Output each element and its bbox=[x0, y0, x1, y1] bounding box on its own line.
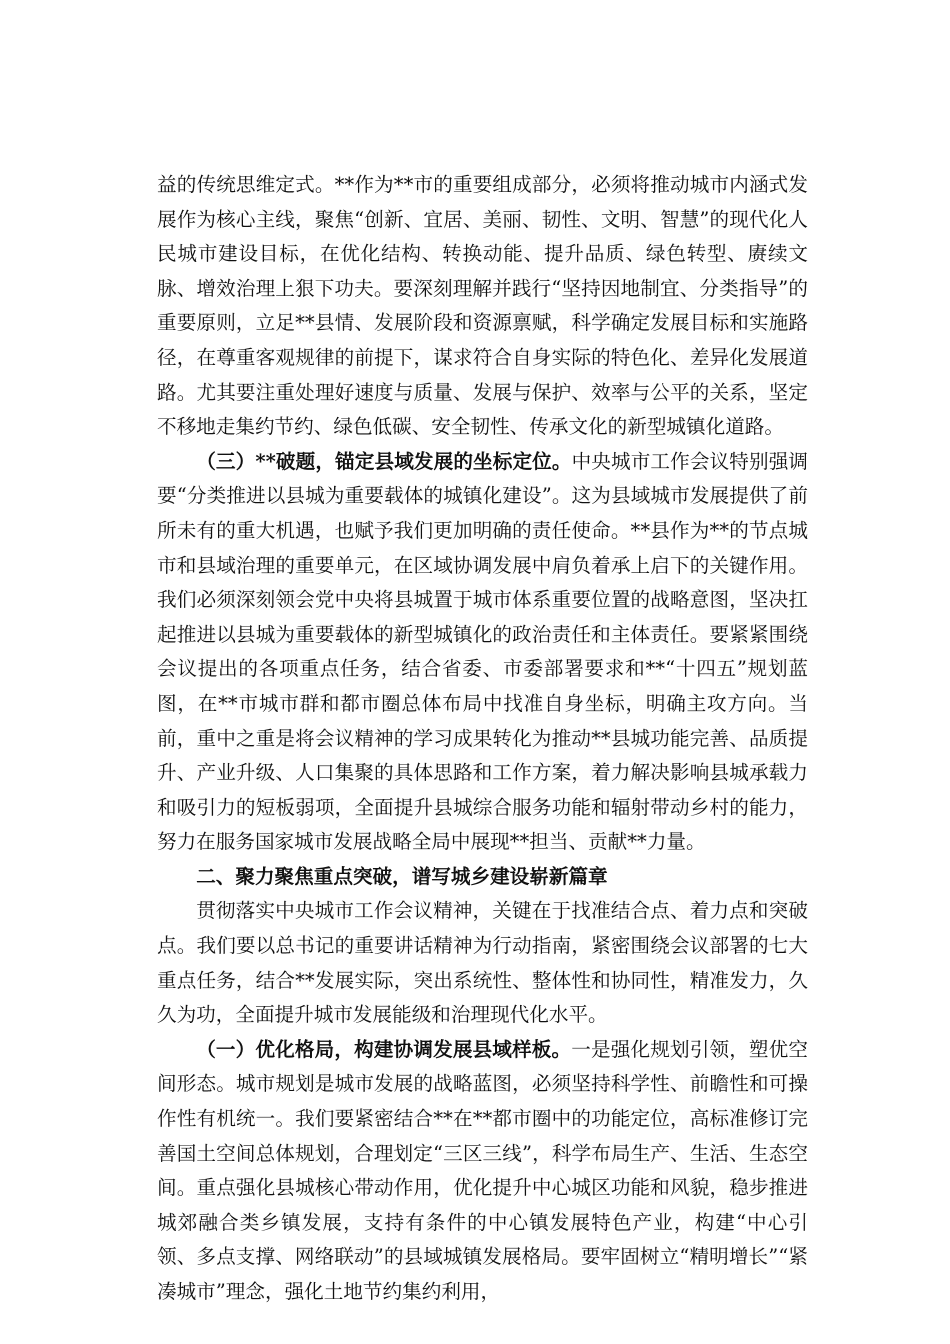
paragraph-section-intro: 贯彻落实中央城市工作会议精神，关键在于找准结合点、着力点和突破点。我们要以总书记的重要讲话精神为行动指南，紧密围绕会议部署的七大重点任务，结合**发展实际，突出系统性、整体性和协同性，精准发力，久久为功，全面提升城市发展能级和治理现代化水平。 bbox=[157, 899, 808, 1027]
paragraph-text: 中央城市工作会议特别强调要“分类推进以县城为重要载体的城镇化建设”。这为县域城市发展提供了前所未有的重大机遇，也赋予我们更加明确的责任使命。**县作为**的节点城市和县域治理的重要单元，在区域协调发展中肩负着承上启下的关键作用。我们必须深刻领会党中央将县城置于城市体系重要位置的战略意图，坚决扛起推进以县城为重要载体的新型城镇化的政治责任和主体责任。要紧紧围绕会议提出的各项重点任务，结合省委、市委部署要求和**“十四五”规划蓝图，在**市城市群和都市圈总体布局中找准自身坐标，明确主攻方向。当前，重中之重是将会议精神的学习成果转化为推动**县城功能完善、品质提升、产业升级、人口集聚的具体思路和工作方案，着力解决影响县城承载力和吸引力的短板弱项，全面提升县城综合服务功能和辐射带动乡村的能力，努力在服务国家城市发展战略全局中展现**担当、贡献**力量。 bbox=[157, 449, 809, 854]
paragraph-text: 一是强化规划引领，塑优空间形态。城市规划是城市发展的战略蓝图，必须坚持科学性、前瞻性和可操作性有机统一。我们要紧密结合**在**都市圈中的功能定位，高标准修订完善国土空间总体规划，合理划定“三区三线”，科学布局生产、生活、生态空间。重点强化县城核心带动作用，优化提升中心城区功能和风貌，稳步推进城郊融合类乡镇发展，支持有条件的中心镇发展特色产业，构建“中心引领、多点支撑、网络联动”的县域城镇发展格局。要牢固树立“精明增长”“紧凑城市”理念，强化土地节约集约利用， bbox=[157, 1037, 809, 1303]
paragraph-lead-bold: （三）**破题，锚定县域发展的坐标定位。 bbox=[196, 449, 572, 473]
paragraph-section-three bbox=[157, 445, 808, 860]
paragraph-lead-bold: （一）优化格局，构建协调发展县域样板。 bbox=[196, 1037, 572, 1061]
paragraph-continuation: 益的传统思维定式。**作为**市的重要组成部分，必须将推动城市内涵式发展作为核心主线，聚焦“创新、宜居、美丽、韧性、文明、智慧”的现代化人民城市建设目标，在优化结构、转换动能、提升品质、绿色转型、赓续文脉、增效治理上狠下功夫。要深刻理解并践行“坚持因地制宜、分类指导”的重要原则，立足**县情、发展阶段和资源禀赋，科学确定发展目标和实施路径，在尊重客观规律的前提下，谋求符合自身实际的特色化、差异化发展道路。尤其要注重处理好速度与质量、发展与保护、效率与公平的关系，坚定不移地走集约节约、绿色低碳、安全韧性、传承文化的新型城镇化道路。 bbox=[157, 173, 808, 439]
section-heading: 二、聚力聚焦重点突破，谱写城乡建设崭新篇章 bbox=[196, 864, 608, 888]
document-body bbox=[157, 168, 808, 1310]
paragraph-subsection-one bbox=[157, 1033, 808, 1310]
